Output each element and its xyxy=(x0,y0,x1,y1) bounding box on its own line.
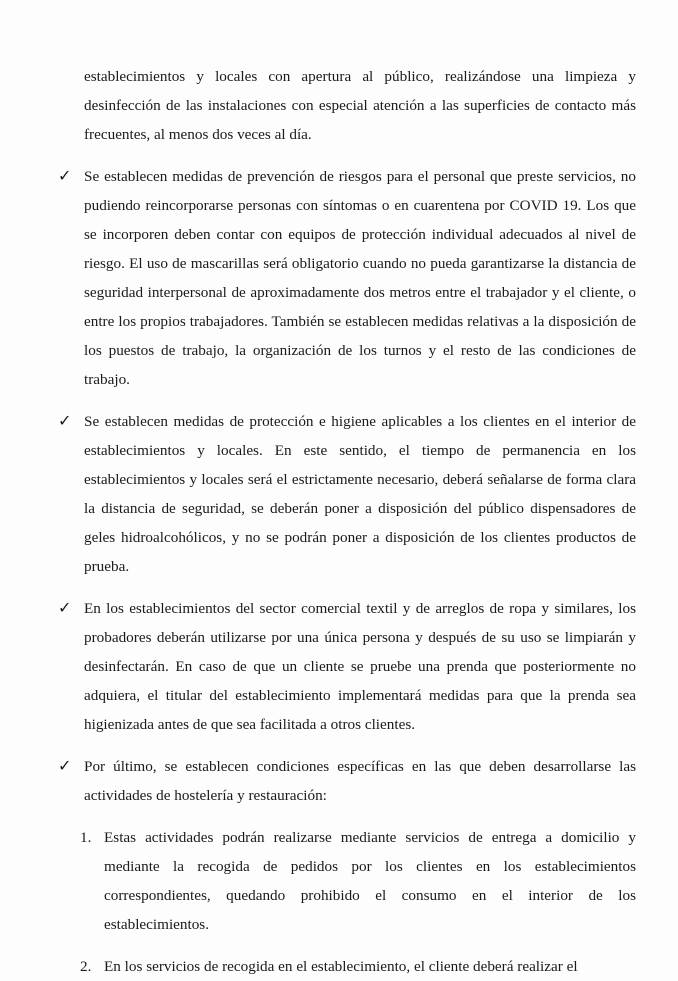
item-number: 1. xyxy=(80,829,92,846)
checkmark-icon: ✓ xyxy=(58,758,72,775)
checkmark-icon: ✓ xyxy=(58,168,72,185)
bullet-text: Se establecen medidas de protección e higiene aplicables a los clientes en el interior de establecimientos y locales. En este sentido, el tiempo de permanencia en los establecimientos y locales será el estrictamente necesario, deberá señalarse de forma clara la distancia de seguridad, se deberán poner a disposición del público dispensadores de geles hidroalcohólicos, y no se podrán poner a disposición de los clientes productos de prueba. xyxy=(84,413,636,575)
numbered-item-text: Estas actividades podrán realizarse mediante servicios de entrega a domicilio y mediante la recogida de pedidos por los clientes en los establecimientos correspondientes, quedando prohibido el consumo en el interior de los establecimientos. xyxy=(104,829,636,933)
bullet-text: Se establecen medidas de prevención de riesgos para el personal que preste servicios, no pudiendo reincorporarse personas con síntomas o en cuarentena por COVID 19. Los que se incorporen deben contar con equipos de protección individual adecuados al nivel de riesgo. El uso de mascarillas será obligatorio cuando no pueda garantizarse la distancia de seguridad interpersonal de aproximadamente dos metros entre el trabajador y el cliente, o entre los propios trabajadores. También se establecen medidas relativas a la disposición de los puestos de trabajo, la organización de los turnos y el resto de las condiciones de trabajo. xyxy=(84,168,636,388)
item-number: 2. xyxy=(80,958,92,975)
numbered-item-text: En los servicios de recogida en el establecimiento, el cliente deberá realizar el xyxy=(104,958,578,975)
numbered-item xyxy=(42,952,636,981)
checkmark-icon: ✓ xyxy=(58,413,72,430)
bullet-item xyxy=(42,407,636,581)
bullet-text: Por último, se establecen condiciones específicas en las que deben desarrollarse las actividades de hostelería y restauración: xyxy=(84,758,636,804)
numbered-item xyxy=(42,823,636,939)
bullet-text: En los establecimientos del sector comercial textil y de arreglos de ropa y similares, los probadores deberán utilizarse por una única persona y después de su uso se limpiarán y desinfectarán. En caso de que un cliente se pruebe una prenda que posteriormente no adquiera, el titular del establecimiento implementará medidas para que la prenda sea higienizada antes de que sea facilitada a otros clientes. xyxy=(84,600,636,733)
bullet-item xyxy=(42,752,636,810)
bullet-item xyxy=(42,594,636,739)
bullet-item xyxy=(42,162,636,394)
checkmark-icon: ✓ xyxy=(58,600,72,617)
intro-paragraph: establecimientos y locales con apertura al público, realizándose una limpieza y desinfección de las instalaciones con especial atención a las superficies de contacto más frecuentes, al menos dos veces al día. xyxy=(84,68,636,143)
